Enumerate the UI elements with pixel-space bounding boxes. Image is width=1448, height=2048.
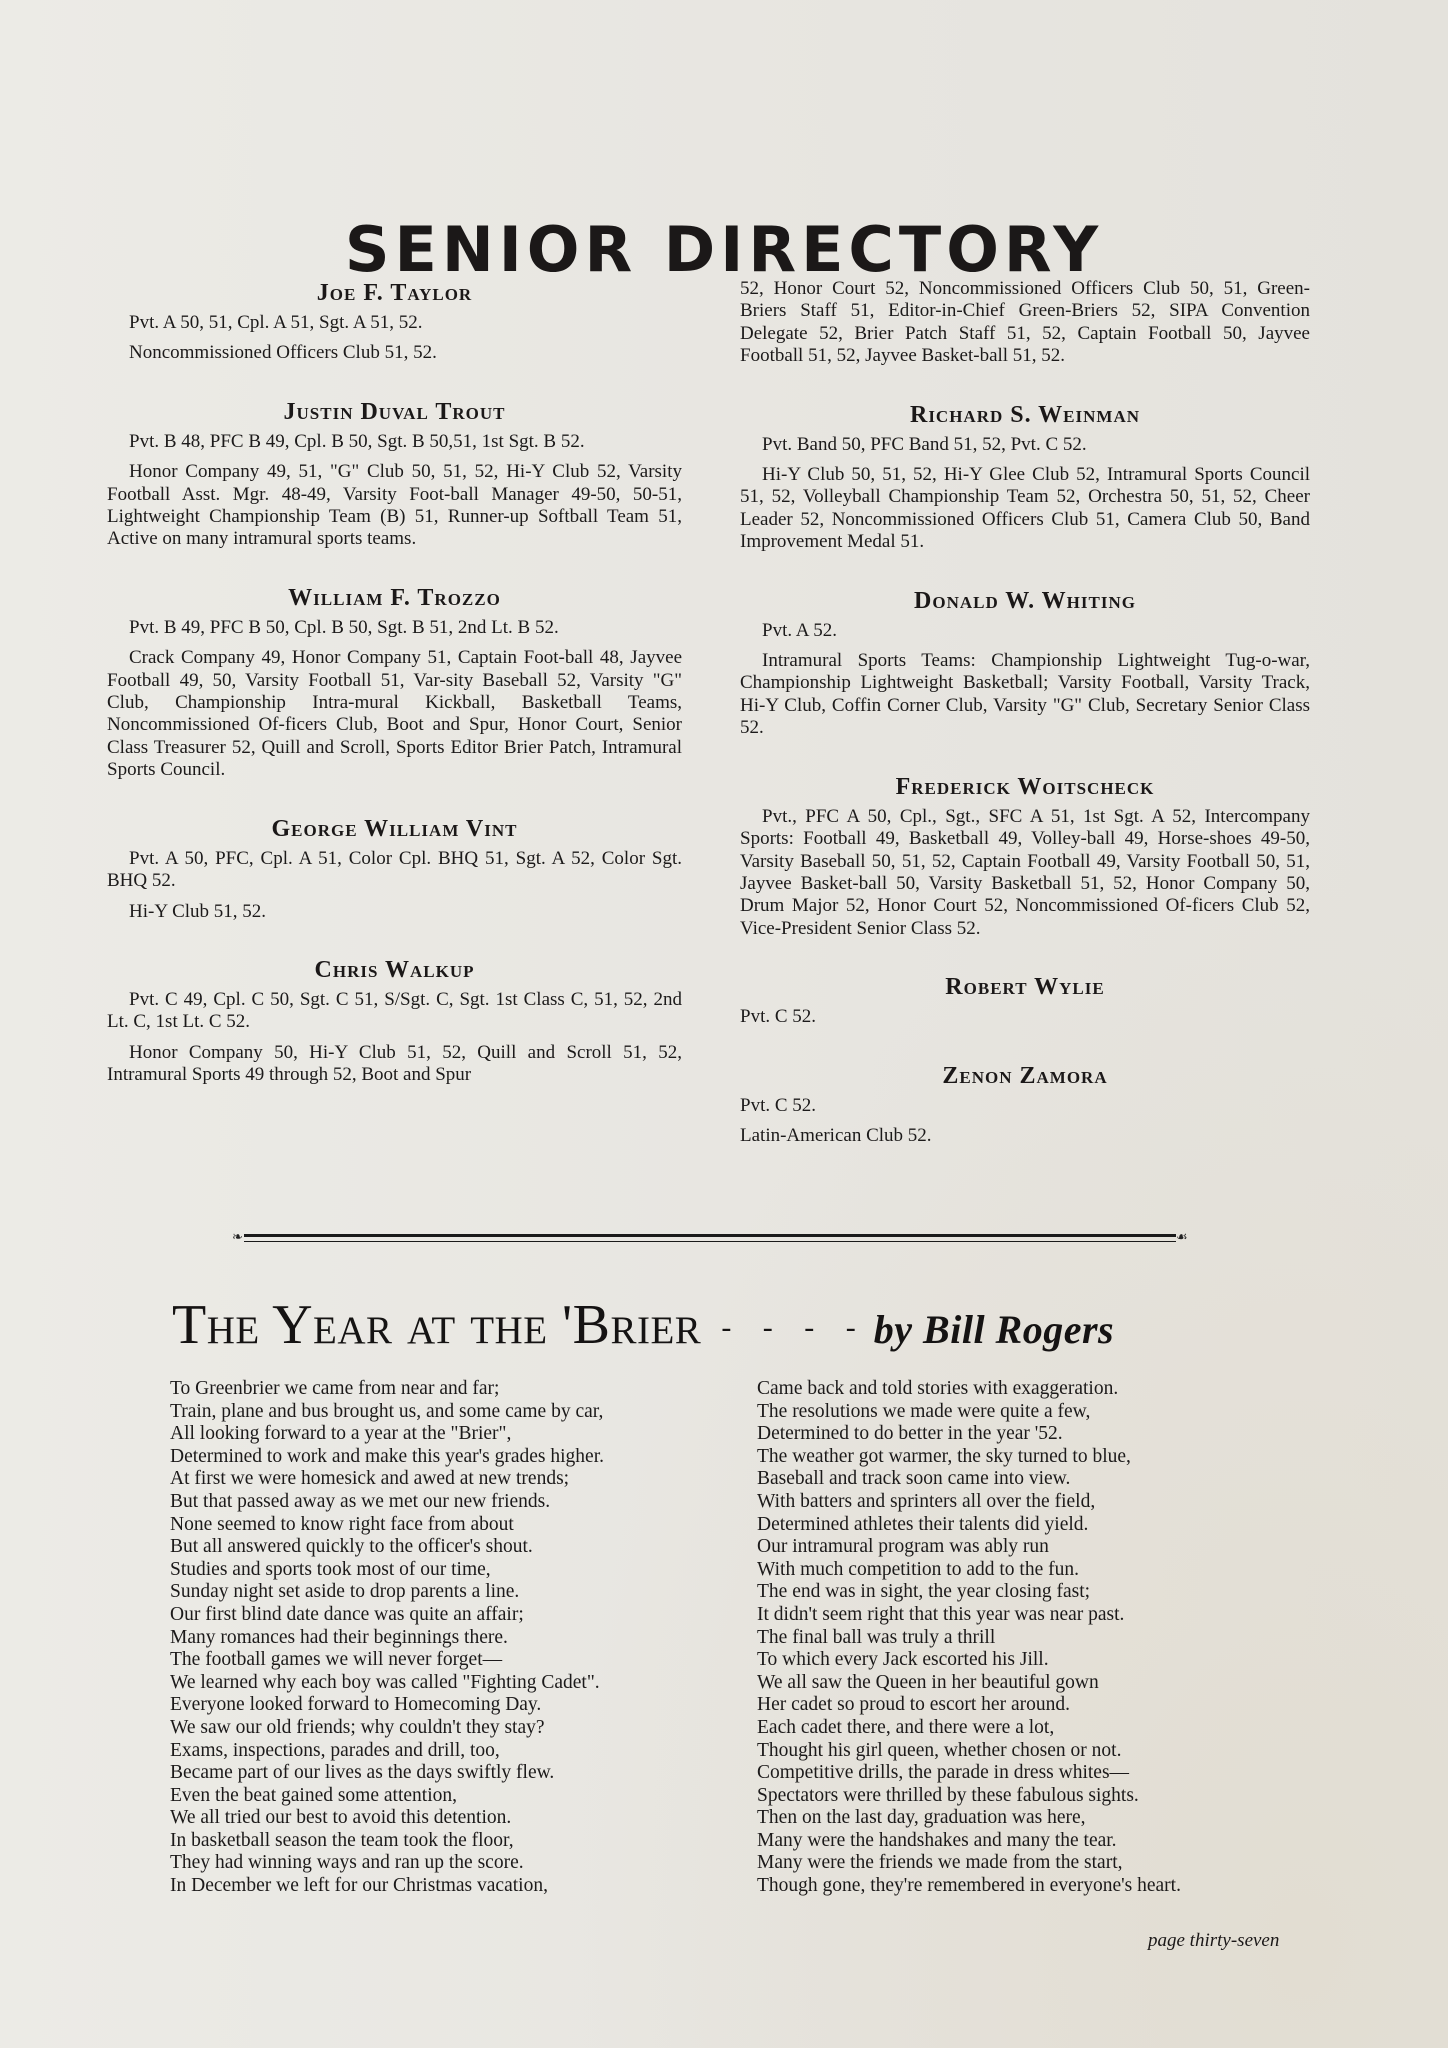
entry-spacer <box>740 948 1310 972</box>
poem-line: None seemed to know right face from about <box>170 1513 514 1535</box>
senior-record: Pvt. C 52. <box>740 1094 817 1116</box>
senior-record: Pvt. A 50, PFC, Cpl. A 51, Color Cpl. BHQ 51, Sgt. A 52, Color Sgt. BHQ 52. <box>107 847 682 892</box>
directory-entry <box>107 559 682 782</box>
senior-record: Pvt. B 49, PFC B 50, Cpl. B 50, Sgt. B 51, 2nd Lt. B 52. <box>129 616 559 638</box>
poem-line: With batters and sprinters all over the field, <box>757 1490 1096 1512</box>
senior-record: Honor Company 49, 51, "G" Club 50, 51, 52, Hi-Y Club 52, Varsity Football Asst. Mgr. 48-49, Varsity Foot-ball Manager 49-50, 50-51, Lightweight Championship Team (B) 51, Runner-up Softball Team 51, Active on many intramural sports teams. <box>107 461 682 550</box>
poem-line: Many were the handshakes and many the tear. <box>757 1829 1117 1851</box>
senior-record: Crack Company 49, Honor Company 51, Captain Foot-ball 48, Jayvee Football 49, 50, Varsity Football 51, Var-sity Baseball 52, Varsity "G" Club, Championship Intra-mural Kickball, Basketball Teams, Noncommissioned Of-ficers Club, Boot and Spur, Honor Court, Senior Class Treasurer 52, Quill and Scroll, Sports Editor Brier Patch, Intramural Sports Council. <box>107 647 682 781</box>
poem-line: Many were the friends we made from the start, <box>757 1852 1123 1874</box>
directory-entry <box>740 1037 1310 1148</box>
poem-line: Studies and sports took most of our time, <box>170 1558 491 1580</box>
poem-line: The weather got warmer, the sky turned to blue, <box>757 1445 1131 1467</box>
poem-line: Train, plane and bus brought us, and some came by car, <box>170 1400 604 1422</box>
poem-line: The final ball was truly a thrill <box>757 1626 996 1648</box>
entry-spacer <box>740 376 1310 400</box>
page-title: SENIOR DIRECTORY <box>344 212 1104 286</box>
poem-line: Sunday night set aside to drop parents a line. <box>170 1581 520 1603</box>
poem-line: We all tried our best to avoid this detention. <box>170 1807 512 1829</box>
poem-line: We learned why each boy was called "Fighting Cadet". <box>170 1671 600 1693</box>
poem-line: It didn't seem right that this year was near past. <box>757 1603 1125 1625</box>
poem-line: Everyone looked forward to Homecoming Day. <box>170 1694 542 1716</box>
scroll-ornament-icon: ☙ <box>1176 1229 1188 1244</box>
poem-title: The Year at the 'Brier <box>172 1294 702 1356</box>
entry-spacer <box>107 790 682 814</box>
poem-line: To which every Jack escorted his Jill. <box>757 1649 1049 1671</box>
poem-line: Spectators were thrilled by these fabulous sights. <box>757 1784 1139 1806</box>
poem-line: Even the beat gained some attention, <box>170 1784 457 1806</box>
senior-record: Pvt. C 52. <box>740 1006 817 1028</box>
poem-line: At first we were homesick and awed at new trends; <box>170 1468 570 1490</box>
poem-line: Each cadet there, and there were a lot, <box>757 1716 1055 1738</box>
poem-line: Determined to do better in the year '52. <box>757 1423 1063 1445</box>
senior-record: Pvt. Band 50, PFC Band 51, 52, Pvt. C 52. <box>762 433 1087 455</box>
senior-record: Intramural Sports Teams: Championship Lightweight Tug-o-war, Championship Lightweight Basketball; Varsity Football, Varsity Track, Hi-Y Club, Coffin Corner Club, Varsity "G" Club, Secretary Senior Class 52. <box>740 650 1310 739</box>
directory-entry <box>107 790 682 923</box>
senior-record: Pvt., PFC A 50, Cpl., Sgt., SFC A 51, 1st Sgt. A 52, Intercompany Sports: Football 49, Basketball 49, Volley-ball 49, Horse-shoes 49-50, Varsity Baseball 50, 51, 52, Captain Football 49, Varsity Football 50, 51, Jayvee Basket-ball 50, Varsity Basketball 51, 52, Honor Company 50, Drum Major 52, Honor Court 52, Noncommissioned Of-ficers Club 52, Vice-President Senior Class 52. <box>740 805 1310 939</box>
senior-record: 52, Honor Court 52, Noncommissioned Officers Club 50, 51, Green-Briers Staff 51, Editor-in-Chief Green-Briers 52, SIPA Convention Delegate 52, Brier Patch Staff 51, 52, Captain Football 50, Jayvee Football 51, 52, Jayvee Basket-ball 51, 52. <box>740 278 1310 367</box>
directory-entry <box>107 931 682 1087</box>
entry-spacer <box>107 559 682 583</box>
senior-record: Pvt. A 52. <box>762 619 837 641</box>
entry-spacer <box>107 373 682 397</box>
senior-name: Zenon Zamora <box>942 1062 1108 1089</box>
poem-line: Though gone, they're remembered in everyone's heart. <box>757 1875 1181 1897</box>
poem-line: But all answered quickly to the officer's shout. <box>170 1536 533 1558</box>
senior-name: Justin Duval Trout <box>283 398 506 425</box>
directory-entry <box>740 278 1310 368</box>
scroll-ornament-icon: ❧ <box>232 1229 243 1244</box>
poem-line: To Greenbrier we came from near and far; <box>170 1378 500 1399</box>
directory-entry <box>107 278 682 365</box>
poem-line: The resolutions we made were quite a few, <box>757 1400 1091 1422</box>
entry-spacer <box>107 931 682 955</box>
senior-record: Noncommissioned Officers Club 51, 52. <box>129 342 437 364</box>
entry-spacer <box>740 1037 1310 1061</box>
senior-name: Donald W. Whiting <box>914 587 1136 614</box>
poem-line: Came back and told stories with exaggeration. <box>757 1378 1119 1399</box>
poem-line: Her cadet so proud to escort her around. <box>757 1694 1070 1716</box>
poem-line: Determined athletes their talents did yield. <box>757 1513 1089 1535</box>
senior-record: Pvt. B 48, PFC B 49, Cpl. B 50, Sgt. B 50,51, 1st Sgt. B 52. <box>129 430 585 452</box>
poem-line: Many romances had their beginnings there. <box>170 1626 508 1648</box>
entry-spacer <box>740 562 1310 586</box>
poem-line: The football games we will never forget— <box>170 1649 503 1671</box>
directory-entry <box>107 373 682 551</box>
poem-line: Competitive drills, the parade in dress whites— <box>757 1762 1130 1784</box>
directory-left-column <box>107 278 682 1095</box>
poem-line: Thought his girl queen, whether chosen or not. <box>757 1739 1122 1761</box>
senior-record: Hi-Y Club 50, 51, 52, Hi-Y Glee Club 52, Intramural Sports Council 51, 52, Volleyball Championship Team 52, Orchestra 50, 51, 52, Cheer Leader 52, Noncommissioned Officers Club 51, Camera Club 50, Band Improvement Medal 51. <box>740 464 1310 553</box>
directory-right-column <box>740 278 1310 1155</box>
poem-line: All looking forward to a year at the "Brier", <box>170 1423 512 1445</box>
poem-line: We saw our old friends; why couldn't they stay? <box>170 1716 545 1738</box>
poem-byline: by Bill Rogers <box>873 1307 1115 1352</box>
poem-line: In basketball season the team took the floor, <box>170 1829 514 1851</box>
poem-line: In December we left for our Christmas vacation, <box>170 1875 548 1897</box>
senior-name: Robert Wylie <box>945 974 1105 1001</box>
poem-line: Our first blind date dance was quite an affair; <box>170 1603 524 1625</box>
poem-left-column <box>170 1378 604 1898</box>
senior-name: Frederick Woitscheck <box>895 773 1155 800</box>
entry-spacer <box>740 748 1310 772</box>
poem-line: Our intramural program was ably run <box>757 1536 1049 1558</box>
poem-title-dashes: - - - - <box>721 1311 868 1344</box>
poem-line: They had winning ways and ran up the score. <box>170 1852 524 1874</box>
divider-rule <box>244 1234 1176 1242</box>
directory-entry <box>740 948 1310 1028</box>
poem-line: But that passed away as we met our new friends. <box>170 1490 551 1512</box>
senior-record: Hi-Y Club 51, 52. <box>129 900 267 922</box>
directory-entry <box>740 562 1310 740</box>
senior-name: William F. Trozzo <box>288 584 501 611</box>
poem-line: The end was in sight, the year closing fast; <box>757 1581 1091 1603</box>
poem-line: We all saw the Queen in her beautiful gown <box>757 1671 1099 1693</box>
senior-name: Joe F. Taylor <box>316 280 473 306</box>
senior-record: Pvt. A 50, 51, Cpl. A 51, Sgt. A 51, 52. <box>129 312 423 333</box>
senior-record: Latin-American Club 52. <box>740 1124 932 1146</box>
senior-name: George William Vint <box>271 815 518 842</box>
poem-line: Exams, inspections, parades and drill, too, <box>170 1739 500 1761</box>
poem-line: Then on the last day, graduation was here, <box>757 1807 1086 1829</box>
poem-line: With much competition to add to the fun. <box>757 1558 1079 1580</box>
poem-right-column <box>757 1378 1181 1898</box>
senior-name: Chris Walkup <box>314 956 475 983</box>
poem-heading <box>172 1290 1114 1365</box>
directory-entry <box>740 376 1310 554</box>
poem-line: Determined to work and make this year's grades higher. <box>170 1445 605 1467</box>
page-number: page thirty-seven <box>1148 1930 1280 1951</box>
senior-name: Richard S. Weinman <box>909 401 1141 428</box>
poem-line: Became part of our lives as the days swiftly flew. <box>170 1762 555 1784</box>
senior-record: Pvt. C 49, Cpl. C 50, Sgt. C 51, S/Sgt. C, Sgt. 1st Class C, 51, 52, 2nd Lt. C, 1st Lt. C 52. <box>107 988 682 1033</box>
poem-line: Baseball and track soon came into view. <box>757 1468 1071 1490</box>
senior-record: Honor Company 50, Hi-Y Club 51, 52, Quill and Scroll 51, 52, Intramural Sports 49 through 52, Boot and Spur <box>107 1041 682 1086</box>
directory-entry <box>740 748 1310 940</box>
